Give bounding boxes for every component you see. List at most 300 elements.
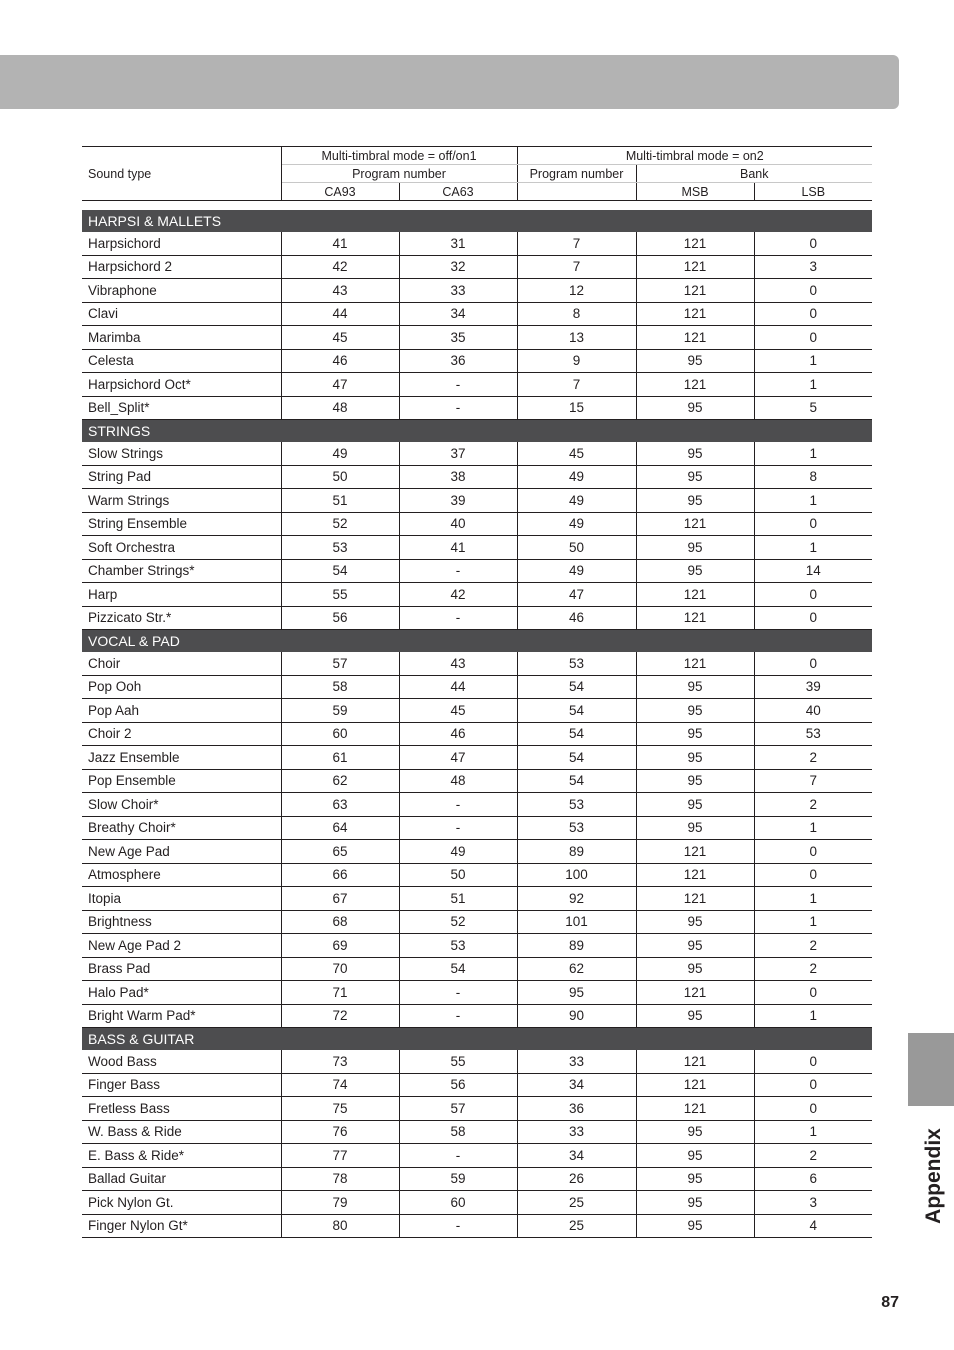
program-number-cell: 89 (517, 840, 636, 864)
program-number-cell: 92 (517, 887, 636, 911)
program-number-cell: 12 (517, 279, 636, 303)
table-row (82, 863, 872, 887)
sound-name-cell: Pick Nylon Gt. (82, 1191, 281, 1215)
header-msb: MSB (636, 183, 754, 201)
ca63-cell: - (399, 1214, 517, 1238)
lsb-cell: 5 (754, 396, 872, 420)
program-number-cell: 50 (517, 536, 636, 560)
program-number-cell: 54 (517, 722, 636, 746)
program-number-cell: 25 (517, 1191, 636, 1215)
ca63-cell: 52 (399, 910, 517, 934)
sound-name-cell: New Age Pad 2 (82, 934, 281, 958)
lsb-cell: 0 (754, 326, 872, 350)
program-number-cell: 15 (517, 396, 636, 420)
ca93-cell: 45 (281, 326, 399, 350)
ca63-cell: 50 (399, 863, 517, 887)
ca93-cell: 53 (281, 536, 399, 560)
table-row (82, 1120, 872, 1144)
sound-name-cell: Pop Ooh (82, 675, 281, 699)
msb-cell: 95 (636, 699, 754, 723)
msb-cell: 95 (636, 489, 754, 513)
table-row (82, 722, 872, 746)
sound-name-cell: Chamber Strings* (82, 559, 281, 583)
table-row (82, 536, 872, 560)
ca93-cell: 51 (281, 489, 399, 513)
table-row (82, 349, 872, 373)
ca93-cell: 55 (281, 583, 399, 607)
sound-name-cell: String Ensemble (82, 512, 281, 536)
program-number-cell: 33 (517, 1050, 636, 1073)
ca63-cell: - (399, 1144, 517, 1168)
msb-cell: 121 (636, 279, 754, 303)
sound-name-cell: W. Bass & Ride (82, 1120, 281, 1144)
sound-name-cell: E. Bass & Ride* (82, 1144, 281, 1168)
ca93-cell: 48 (281, 396, 399, 420)
sound-name-cell: Marimba (82, 326, 281, 350)
ca93-cell: 72 (281, 1004, 399, 1028)
lsb-cell: 0 (754, 279, 872, 303)
msb-cell: 95 (636, 1214, 754, 1238)
sound-name-cell: Clavi (82, 302, 281, 326)
msb-cell: 121 (636, 606, 754, 630)
sound-list-table (82, 146, 872, 1238)
ca63-cell: 47 (399, 746, 517, 770)
lsb-cell: 1 (754, 816, 872, 840)
lsb-cell: 8 (754, 465, 872, 489)
ca93-cell: 79 (281, 1191, 399, 1215)
table-row (82, 675, 872, 699)
msb-cell: 121 (636, 232, 754, 255)
table-row (82, 302, 872, 326)
ca93-cell: 63 (281, 793, 399, 817)
ca63-cell: 41 (399, 536, 517, 560)
lsb-cell: 3 (754, 255, 872, 279)
lsb-cell: 7 (754, 769, 872, 793)
ca63-cell: 49 (399, 840, 517, 864)
ca63-cell: - (399, 793, 517, 817)
table-row (82, 1167, 872, 1191)
header-mt-off-on1: Multi-timbral mode = off/on1 (281, 147, 517, 165)
table-row (82, 910, 872, 934)
ca93-cell: 49 (281, 442, 399, 465)
table-row (82, 793, 872, 817)
lsb-cell: 40 (754, 699, 872, 723)
ca63-cell: 44 (399, 675, 517, 699)
ca93-cell: 73 (281, 1050, 399, 1073)
header-mt-on2: Multi-timbral mode = on2 (517, 147, 872, 165)
header-band (0, 55, 899, 109)
lsb-cell: 4 (754, 1214, 872, 1238)
ca93-cell: 66 (281, 863, 399, 887)
ca93-cell: 64 (281, 816, 399, 840)
program-number-cell: 53 (517, 652, 636, 675)
section-tab-marker (908, 1033, 954, 1106)
program-number-cell: 54 (517, 675, 636, 699)
header-program-number-2: Program number (517, 165, 636, 183)
table-row (82, 699, 872, 723)
table-row (82, 512, 872, 536)
sound-name-cell: Ballad Guitar (82, 1167, 281, 1191)
msb-cell: 95 (636, 1167, 754, 1191)
lsb-cell: 0 (754, 606, 872, 630)
program-number-cell: 33 (517, 1120, 636, 1144)
sound-name-cell: Celesta (82, 349, 281, 373)
sound-name-cell: Pop Ensemble (82, 769, 281, 793)
ca63-cell: 34 (399, 302, 517, 326)
table-row (82, 957, 872, 981)
table-row (82, 442, 872, 465)
ca63-cell: 36 (399, 349, 517, 373)
lsb-cell: 0 (754, 232, 872, 255)
lsb-cell: 1 (754, 1120, 872, 1144)
lsb-cell: 14 (754, 559, 872, 583)
ca63-cell: - (399, 981, 517, 1005)
sound-name-cell: New Age Pad (82, 840, 281, 864)
program-number-cell: 95 (517, 981, 636, 1005)
table-row (82, 652, 872, 675)
msb-cell: 95 (636, 746, 754, 770)
ca63-cell: - (399, 1004, 517, 1028)
msb-cell: 121 (636, 863, 754, 887)
lsb-cell: 0 (754, 1073, 872, 1097)
program-number-cell: 26 (517, 1167, 636, 1191)
table-row (82, 373, 872, 397)
msb-cell: 121 (636, 840, 754, 864)
msb-cell: 95 (636, 1004, 754, 1028)
sound-name-cell: Choir (82, 652, 281, 675)
table-row (82, 396, 872, 420)
msb-cell: 95 (636, 465, 754, 489)
table-row (82, 887, 872, 911)
table-row (82, 232, 872, 255)
ca63-cell: 51 (399, 887, 517, 911)
category-title: VOCAL & PAD (82, 630, 872, 653)
page-number: 87 (881, 1294, 899, 1311)
lsb-cell: 6 (754, 1167, 872, 1191)
msb-cell: 95 (636, 349, 754, 373)
category-title: STRINGS (82, 420, 872, 443)
sound-name-cell: Itopia (82, 887, 281, 911)
ca93-cell: 69 (281, 934, 399, 958)
ca93-cell: 47 (281, 373, 399, 397)
lsb-cell: 0 (754, 302, 872, 326)
ca93-cell: 62 (281, 769, 399, 793)
table-row (82, 1050, 872, 1073)
category-row (82, 210, 872, 232)
table-row (82, 934, 872, 958)
table-row (82, 606, 872, 630)
program-number-cell: 25 (517, 1214, 636, 1238)
msb-cell: 121 (636, 583, 754, 607)
lsb-cell: 1 (754, 887, 872, 911)
ca93-cell: 52 (281, 512, 399, 536)
sound-name-cell: Choir 2 (82, 722, 281, 746)
lsb-cell: 1 (754, 910, 872, 934)
sound-name-cell: Finger Bass (82, 1073, 281, 1097)
table-row (82, 1004, 872, 1028)
ca63-cell: 37 (399, 442, 517, 465)
program-number-cell: 53 (517, 793, 636, 817)
msb-cell: 121 (636, 373, 754, 397)
sound-name-cell: Slow Choir* (82, 793, 281, 817)
ca93-cell: 56 (281, 606, 399, 630)
program-number-cell: 13 (517, 326, 636, 350)
header-row-1 (82, 147, 872, 165)
lsb-cell: 0 (754, 1097, 872, 1121)
ca63-cell: 46 (399, 722, 517, 746)
ca63-cell: 42 (399, 583, 517, 607)
lsb-cell: 0 (754, 512, 872, 536)
msb-cell: 121 (636, 1097, 754, 1121)
ca63-cell: - (399, 396, 517, 420)
header-spacer (82, 201, 872, 211)
program-number-cell: 54 (517, 699, 636, 723)
table-row (82, 465, 872, 489)
ca93-cell: 43 (281, 279, 399, 303)
program-number-cell: 101 (517, 910, 636, 934)
program-number-cell: 54 (517, 769, 636, 793)
ca63-cell: 45 (399, 699, 517, 723)
header-ca63: CA63 (399, 183, 517, 201)
ca93-cell: 50 (281, 465, 399, 489)
ca63-cell: 56 (399, 1073, 517, 1097)
table-row (82, 840, 872, 864)
msb-cell: 95 (636, 1191, 754, 1215)
ca93-cell: 68 (281, 910, 399, 934)
lsb-cell: 2 (754, 793, 872, 817)
header-sound-type: Sound type (82, 147, 281, 201)
header-lsb: LSB (754, 183, 872, 201)
ca93-cell: 61 (281, 746, 399, 770)
ca93-cell: 44 (281, 302, 399, 326)
category-row (82, 420, 872, 443)
ca63-cell: 60 (399, 1191, 517, 1215)
ca93-cell: 58 (281, 675, 399, 699)
sound-name-cell: String Pad (82, 465, 281, 489)
table-row (82, 255, 872, 279)
table-row (82, 769, 872, 793)
program-number-cell: 9 (517, 349, 636, 373)
table-row (82, 1097, 872, 1121)
msb-cell: 121 (636, 981, 754, 1005)
ca63-cell: - (399, 373, 517, 397)
msb-cell: 121 (636, 302, 754, 326)
program-number-cell: 8 (517, 302, 636, 326)
msb-cell: 95 (636, 559, 754, 583)
msb-cell: 121 (636, 326, 754, 350)
ca63-cell: 31 (399, 232, 517, 255)
msb-cell: 95 (636, 934, 754, 958)
program-number-cell: 7 (517, 373, 636, 397)
lsb-cell: 0 (754, 652, 872, 675)
ca93-cell: 77 (281, 1144, 399, 1168)
msb-cell: 95 (636, 910, 754, 934)
ca93-cell: 75 (281, 1097, 399, 1121)
lsb-cell: 1 (754, 442, 872, 465)
msb-cell: 121 (636, 1050, 754, 1073)
lsb-cell: 2 (754, 934, 872, 958)
ca63-cell: 54 (399, 957, 517, 981)
category-row (82, 630, 872, 653)
msb-cell: 95 (636, 957, 754, 981)
lsb-cell: 0 (754, 981, 872, 1005)
sound-name-cell: Harpsichord Oct* (82, 373, 281, 397)
ca93-cell: 78 (281, 1167, 399, 1191)
sound-name-cell: Warm Strings (82, 489, 281, 513)
program-number-cell: 62 (517, 957, 636, 981)
sound-name-cell: Breathy Choir* (82, 816, 281, 840)
ca93-cell: 46 (281, 349, 399, 373)
table-row (82, 1214, 872, 1238)
program-number-cell: 47 (517, 583, 636, 607)
msb-cell: 95 (636, 816, 754, 840)
ca93-cell: 60 (281, 722, 399, 746)
ca93-cell: 74 (281, 1073, 399, 1097)
ca93-cell: 70 (281, 957, 399, 981)
sound-name-cell: Brass Pad (82, 957, 281, 981)
program-number-cell: 49 (517, 489, 636, 513)
sound-name-cell: Harp (82, 583, 281, 607)
ca93-cell: 76 (281, 1120, 399, 1144)
sound-name-cell: Pizzicato Str.* (82, 606, 281, 630)
ca63-cell: 43 (399, 652, 517, 675)
table-row (82, 583, 872, 607)
table-row (82, 326, 872, 350)
lsb-cell: 1 (754, 349, 872, 373)
lsb-cell: 53 (754, 722, 872, 746)
header-empty (517, 183, 636, 201)
sound-name-cell: Jazz Ensemble (82, 746, 281, 770)
program-number-cell: 49 (517, 559, 636, 583)
ca93-cell: 41 (281, 232, 399, 255)
sound-name-cell: Pop Aah (82, 699, 281, 723)
program-number-cell: 7 (517, 232, 636, 255)
table-row (82, 746, 872, 770)
program-number-cell: 34 (517, 1073, 636, 1097)
lsb-cell: 1 (754, 489, 872, 513)
ca63-cell: 48 (399, 769, 517, 793)
msb-cell: 121 (636, 255, 754, 279)
sound-name-cell: Halo Pad* (82, 981, 281, 1005)
sound-name-cell: Atmosphere (82, 863, 281, 887)
program-number-cell: 45 (517, 442, 636, 465)
lsb-cell: 0 (754, 840, 872, 864)
lsb-cell: 1 (754, 373, 872, 397)
lsb-cell: 2 (754, 746, 872, 770)
sound-name-cell: Harpsichord (82, 232, 281, 255)
ca93-cell: 54 (281, 559, 399, 583)
table-body (82, 147, 872, 1238)
program-number-cell: 54 (517, 746, 636, 770)
msb-cell: 95 (636, 722, 754, 746)
lsb-cell: 3 (754, 1191, 872, 1215)
msb-cell: 121 (636, 887, 754, 911)
ca63-cell: 38 (399, 465, 517, 489)
lsb-cell: 1 (754, 1004, 872, 1028)
ca93-cell: 59 (281, 699, 399, 723)
table-row (82, 816, 872, 840)
program-number-cell: 89 (517, 934, 636, 958)
ca63-cell: 57 (399, 1097, 517, 1121)
ca63-cell: 40 (399, 512, 517, 536)
sound-name-cell: Fretless Bass (82, 1097, 281, 1121)
msb-cell: 95 (636, 396, 754, 420)
ca63-cell: 58 (399, 1120, 517, 1144)
ca63-cell: - (399, 606, 517, 630)
header-ca93: CA93 (281, 183, 399, 201)
msb-cell: 95 (636, 793, 754, 817)
table-row (82, 1073, 872, 1097)
msb-cell: 95 (636, 769, 754, 793)
ca63-cell: 55 (399, 1050, 517, 1073)
program-number-cell: 49 (517, 465, 636, 489)
ca63-cell: 53 (399, 934, 517, 958)
lsb-cell: 0 (754, 863, 872, 887)
msb-cell: 121 (636, 652, 754, 675)
category-row (82, 1028, 872, 1051)
header-bank: Bank (636, 165, 872, 183)
msb-cell: 121 (636, 512, 754, 536)
program-number-cell: 90 (517, 1004, 636, 1028)
lsb-cell: 0 (754, 583, 872, 607)
ca93-cell: 80 (281, 1214, 399, 1238)
program-number-cell: 53 (517, 816, 636, 840)
table-row (82, 279, 872, 303)
ca93-cell: 57 (281, 652, 399, 675)
lsb-cell: 2 (754, 957, 872, 981)
ca93-cell: 42 (281, 255, 399, 279)
program-number-cell: 46 (517, 606, 636, 630)
sound-name-cell: Vibraphone (82, 279, 281, 303)
ca63-cell: 33 (399, 279, 517, 303)
msb-cell: 95 (636, 442, 754, 465)
table-row (82, 1191, 872, 1215)
ca63-cell: 32 (399, 255, 517, 279)
sound-name-cell: Slow Strings (82, 442, 281, 465)
program-number-cell: 100 (517, 863, 636, 887)
table-row (82, 1144, 872, 1168)
program-number-cell: 49 (517, 512, 636, 536)
msb-cell: 95 (636, 536, 754, 560)
lsb-cell: 0 (754, 1050, 872, 1073)
sound-name-cell: Wood Bass (82, 1050, 281, 1073)
sound-name-cell: Finger Nylon Gt* (82, 1214, 281, 1238)
ca63-cell: 35 (399, 326, 517, 350)
category-title: BASS & GUITAR (82, 1028, 872, 1051)
msb-cell: 121 (636, 1073, 754, 1097)
lsb-cell: 1 (754, 536, 872, 560)
table-row (82, 981, 872, 1005)
program-number-cell: 7 (517, 255, 636, 279)
msb-cell: 95 (636, 1144, 754, 1168)
ca63-cell: 59 (399, 1167, 517, 1191)
category-title: HARPSI & MALLETS (82, 210, 872, 232)
lsb-cell: 39 (754, 675, 872, 699)
lsb-cell: 2 (754, 1144, 872, 1168)
sound-name-cell: Bell_Split* (82, 396, 281, 420)
table-row (82, 559, 872, 583)
section-tab-text: Appendix (922, 1128, 945, 1224)
sound-name-cell: Soft Orchestra (82, 536, 281, 560)
ca93-cell: 65 (281, 840, 399, 864)
msb-cell: 95 (636, 675, 754, 699)
ca63-cell: - (399, 559, 517, 583)
sound-name-cell: Bright Warm Pad* (82, 1004, 281, 1028)
sound-name-cell: Brightness (82, 910, 281, 934)
msb-cell: 95 (636, 1120, 754, 1144)
header-program-number-1: Program number (281, 165, 517, 183)
ca93-cell: 67 (281, 887, 399, 911)
